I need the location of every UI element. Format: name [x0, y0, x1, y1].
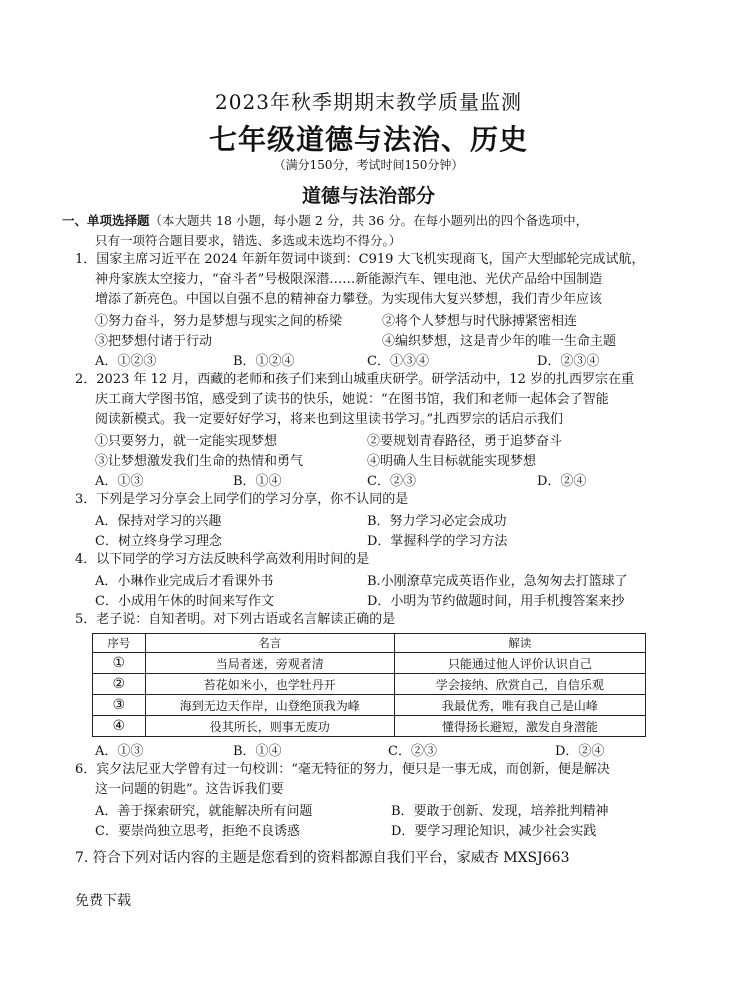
q6-choice-c[interactable]: C．要崇尚独立思考，拒绝不良诱惑: [95, 824, 300, 839]
q2-stem-line: 2．2023 年 12 月，西藏的老师和孩子们来到山城重庆研学。研学活动中，12 岁的扎西罗宗在重: [75, 372, 634, 387]
q6-stem-line: 6．宾夕法尼亚大学曾有过一句校训：“毫无特征的努力，便只是一事无成，而创新，便是解决: [75, 762, 610, 777]
q7-stem: 7. 符合下列对话内容的主题是您看到的资料都源自我们平台，家威杏 MXSJ663: [75, 850, 570, 866]
table-cell: ④: [93, 716, 146, 737]
table-cell: ①: [93, 653, 146, 674]
part1-instruction-b: 只有一项符合题目要求，错选、多选或未选均不得分。）: [95, 233, 402, 248]
q1-choice-b[interactable]: B．①②④: [233, 354, 295, 369]
table-cell: 海到无边天作岸，山登绝顶我为峰: [145, 695, 394, 716]
q2-item: ①只要努力，就一定能实现梦想: [95, 434, 278, 449]
q2-item: ②要规划青春路径，勇于追梦奋斗: [367, 434, 563, 449]
q4-choice-d[interactable]: D．小明为节约做题时间，用手机搜答案来抄: [367, 594, 625, 609]
quote-table: [92, 633, 646, 737]
q6-stem-line: 这一问题的钥匙”。这告诉我们要: [95, 782, 284, 797]
q1-stem-line: 增添了新亮色。中国以自强不息的精神奋力攀登。为实现伟大复兴梦想，我们青少年应该: [95, 292, 603, 307]
q3-choice-a[interactable]: A．保持对学习的兴趣: [95, 514, 222, 529]
q1-item: ②将个人梦想与时代脉搏紧密相连: [382, 314, 578, 329]
q5-choice-d[interactable]: D．②④: [555, 744, 605, 759]
table-cell: 只能通过他人评价认识自己: [394, 653, 645, 674]
free-download-text: 免费下载: [75, 893, 131, 909]
q3-choice-b[interactable]: B．努力学习必定会成功: [367, 514, 507, 529]
q2-stem-line: 阅读新模式。我一定要好好学习，将来也到这里读书学习。”扎西罗宗的话启示我们: [95, 412, 564, 427]
table-header-cell: 解读: [394, 634, 645, 653]
q2-choice-b[interactable]: B．①④: [233, 474, 282, 489]
table-cell: 当局者迷，旁观者清: [145, 653, 394, 674]
q4-stem: 4．以下同学的学习方法反映科学高效利用时间的是: [75, 552, 370, 567]
section-title: 道德与法治部分: [301, 185, 435, 207]
q4-choice-b[interactable]: B.小刚潦草完成英语作业，急匆匆去打篮球了: [367, 574, 628, 589]
table-cell: 学会接纳、欣赏自己，自信乐观: [394, 674, 645, 695]
q1-item: ①努力奋斗，努力是梦想与现实之间的桥梁: [95, 314, 343, 329]
q1-stem-line: 1．国家主席习近平在 2024 年新年贺词中谈到：C919 大飞机实现商飞，国产大型邮轮完成试航，: [75, 252, 645, 267]
q5-choice-a[interactable]: A．①③: [95, 744, 144, 759]
q2-choice-d[interactable]: D．②④: [537, 474, 587, 489]
table-cell: 役其所长，则事无废功: [145, 716, 394, 737]
q6-choice-d[interactable]: D．要学习理论知识，减少社会实践: [391, 824, 597, 839]
table-row: [93, 716, 646, 737]
q6-choice-a[interactable]: A．善于探索研究，就能解决所有问题: [95, 804, 313, 819]
table-header-row: [93, 634, 646, 653]
table-cell: 苔花如米小，也学牡丹开: [145, 674, 394, 695]
table-cell: ③: [93, 695, 146, 716]
q2-choice-c[interactable]: C．②③: [367, 474, 416, 489]
table-cell: 懂得扬长避短，激发自身潜能: [394, 716, 645, 737]
table-header-cell: 序号: [93, 634, 146, 653]
q5-choice-c[interactable]: C．②③: [388, 744, 437, 759]
q1-stem-line: 神舟家族太空接力，“奋斗者”号极限深潜……新能源汽车、锂电池、光伏产品给中国制造: [95, 272, 603, 287]
q1-item: ④编织梦想，这是青少年的唯一生命主题: [382, 334, 617, 349]
q5-choice-b[interactable]: B．①④: [233, 744, 282, 759]
table-cell: ②: [93, 674, 146, 695]
table-cell: 我最优秀，唯有我自己是山峰: [394, 695, 645, 716]
exam-title: 2023年秋季期期末教学质量监测: [215, 90, 522, 114]
table-row: [93, 674, 646, 695]
q4-choice-a[interactable]: A．小琳作业完成后才看课外书: [95, 574, 274, 589]
q4-choice-c[interactable]: C．小成用午休的时间来写作文: [95, 594, 274, 609]
q5-stem: 5．老子说：自知者明。对下列古语或名言解读正确的是: [75, 612, 396, 627]
q6-choice-b[interactable]: B．要敢于创新、发现，培养批判精神: [391, 804, 609, 819]
table-row: [93, 653, 646, 674]
q1-item: ③把梦想付诸于行动: [95, 334, 213, 349]
q3-stem: 3．下列是学习分享会上同学们的学习分享，你不认同的是: [75, 492, 409, 507]
q2-item: ④明确人生目标就能实现梦想: [367, 454, 537, 469]
q2-item: ③让梦想激发我们生命的热情和勇气: [95, 454, 304, 469]
part1-heading: 一、单项选择题: [62, 213, 150, 228]
q2-stem-line: 庆工商大学图书馆，感受到了读书的快乐，她说：“在图书馆，我们和老师一起体会了智能: [95, 392, 609, 407]
q3-choice-c[interactable]: C．树立终身学习理念: [95, 534, 222, 549]
score-note: （满分150分，考试时间150分钟）: [273, 158, 464, 172]
q1-choice-c[interactable]: C．①③④: [367, 354, 429, 369]
q3-choice-d[interactable]: D．掌握科学的学习方法: [367, 534, 508, 549]
table-header-cell: 名言: [145, 634, 394, 653]
subject-title: 七年级道德与法治、历史: [208, 123, 528, 156]
q1-choice-d[interactable]: D．②③④: [537, 354, 600, 369]
q2-choice-a[interactable]: A．①③: [95, 474, 144, 489]
part1-heading-line: [62, 211, 588, 229]
table-row: [93, 695, 646, 716]
part1-instruction-a: （本大题共 18 小题，每小题 2 分，共 36 分。在每小题列出的四个备选项中，: [149, 213, 589, 228]
q1-choice-a[interactable]: A．①②③: [95, 354, 157, 369]
